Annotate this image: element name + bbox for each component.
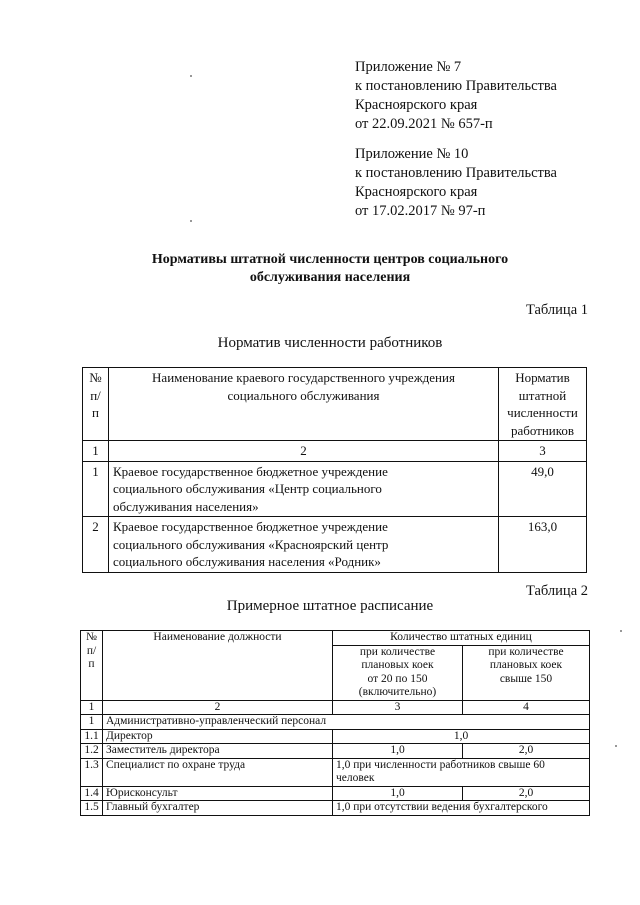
row-value: 1,0 [333, 744, 463, 759]
row-name: Краевое государственное бюджетное учреждение социального обслуживания «Центр социального обслуживания населения» [109, 461, 499, 517]
row-num: 1.3 [81, 758, 103, 786]
header-units: Количество штатных единиц [333, 631, 590, 646]
row-value: 1,0 при численности работников свыше 60 человек [333, 758, 590, 786]
table-row [81, 744, 590, 759]
row-value: 1,0 [333, 729, 590, 744]
table-row [81, 801, 590, 816]
table-row [81, 715, 590, 730]
header-num: № п/п [81, 631, 103, 701]
index-cell: 2 [109, 441, 499, 462]
header-sub1: при количестве плановых коек от 20 по 150 (включительно) [333, 645, 463, 700]
scan-speck [620, 630, 622, 632]
index-cell: 2 [103, 700, 333, 715]
row-num: 2 [83, 517, 109, 573]
scan-speck [190, 75, 192, 77]
row-name: Специалист по охране труда [103, 758, 333, 786]
index-cell: 4 [463, 700, 590, 715]
header-name: Наименование краевого государственного учреждения социального обслуживания [109, 368, 499, 441]
row-num: 1 [81, 715, 103, 730]
table-header-row [81, 631, 590, 646]
document-title [80, 251, 580, 287]
row-name: Юрисконсульт [103, 786, 333, 801]
row-name: Краевое государственное бюджетное учреждение социального обслуживания «Красноярский центр социального обслуживания населения «Родник» [109, 517, 499, 573]
table1-title: Норматив численности работников [217, 335, 443, 351]
index-row [83, 441, 587, 462]
appendix-line: к постановлению Правительства [355, 165, 557, 181]
scan-speck [190, 220, 192, 222]
appendix-line: от 17.02.2017 № 97-п [355, 203, 486, 219]
title-line: обслуживания населения [249, 270, 411, 285]
table-row [81, 729, 590, 744]
table-header-row [83, 368, 587, 441]
row-name: Главный бухгалтер [103, 801, 333, 816]
appendix-line: Приложение № 7 [355, 59, 462, 75]
table-row [83, 517, 587, 573]
row-num: 1 [83, 461, 109, 517]
row-value: 2,0 [463, 786, 590, 801]
table-row [81, 758, 590, 786]
index-cell: 3 [333, 700, 463, 715]
table-row [81, 786, 590, 801]
row-num: 1.5 [81, 801, 103, 816]
row-value: 2,0 [463, 744, 590, 759]
title-line: Нормативы штатной численности центров социального [151, 252, 509, 267]
appendix-line: от 22.09.2021 № 657-п [355, 116, 493, 132]
appendix-line: Приложение № 10 [355, 146, 469, 162]
row-num: 1.1 [81, 729, 103, 744]
table2-title: Примерное штатное расписание [226, 598, 434, 614]
row-name: Административно-управленческий персонал [103, 715, 590, 730]
row-value: 49,0 [499, 461, 587, 517]
row-num: 1.2 [81, 744, 103, 759]
header-sub2: при количестве плановых коек свыше 150 [463, 645, 590, 700]
row-name: Заместитель директора [103, 744, 333, 759]
table-row [83, 461, 587, 517]
header-norm: Норматив штатной численности работников [499, 368, 587, 441]
appendix-current [355, 58, 605, 134]
table1-label: Таблица 1 [525, 302, 588, 318]
header-name: Наименование должности [103, 631, 333, 701]
row-value: 1,0 при отсутствии ведения бухгалтерского [333, 801, 590, 816]
row-value: 1,0 [333, 786, 463, 801]
row-value: 163,0 [499, 517, 587, 573]
staff-schedule-table [80, 630, 590, 816]
row-num: 1.4 [81, 786, 103, 801]
appendix-previous [355, 145, 605, 221]
row-name: Директор [103, 729, 333, 744]
appendix-line: к постановлению Правительства [355, 78, 557, 94]
index-cell: 1 [81, 700, 103, 715]
appendix-line: Красноярского края [355, 184, 478, 200]
index-row [81, 700, 590, 715]
staff-norm-table [82, 367, 587, 573]
index-cell: 3 [499, 441, 587, 462]
index-cell: 1 [83, 441, 109, 462]
table2-label: Таблица 2 [525, 583, 588, 599]
appendix-line: Красноярского края [355, 97, 478, 113]
header-num: № п/п [83, 368, 109, 441]
scan-speck [615, 745, 617, 747]
